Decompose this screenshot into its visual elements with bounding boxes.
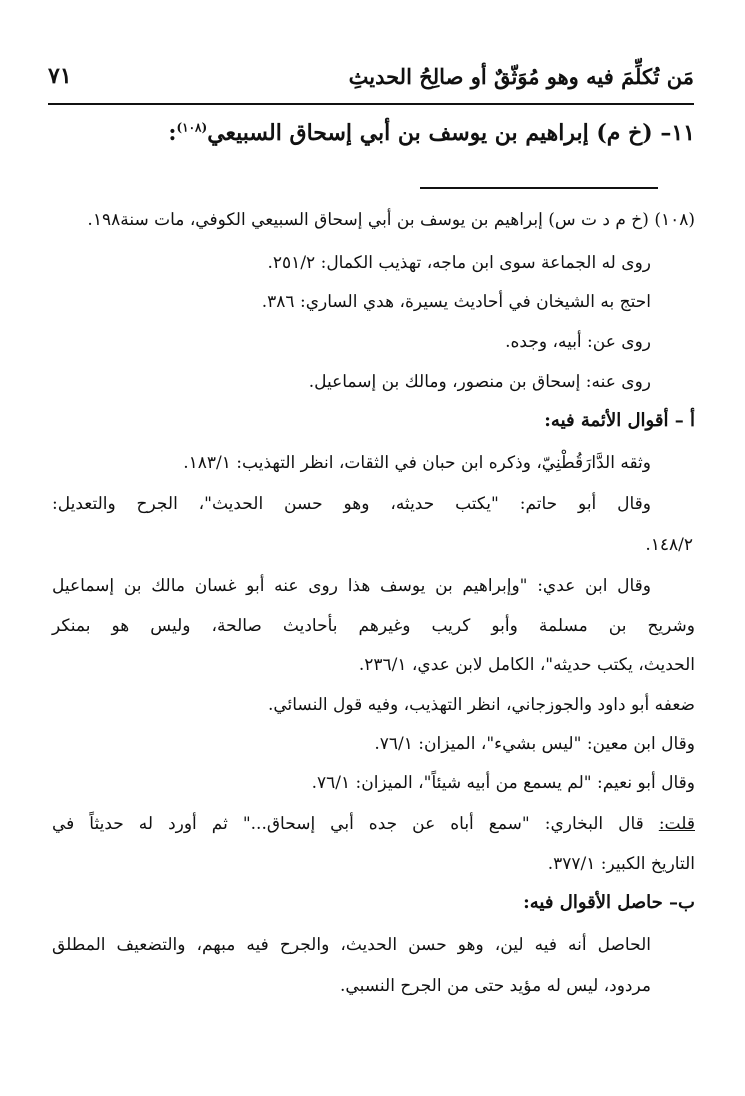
- entry-number: ١١– (خ م): [596, 120, 695, 146]
- footnote-line: الحديث، يكتب حديثه"، الكامل لابن عدي، ٢٣٦/١.: [358, 655, 695, 675]
- footnote-divider: [420, 187, 658, 189]
- footnote-line: ضعفه أبو داود والجوزجاني، انظر التهذيب، وفيه قول النسائي.: [267, 695, 695, 715]
- footnote-line: روى عن: أبيه، وجده.: [505, 332, 651, 352]
- footnote-line: روى عنه: إسحاق بن منصور، ومالك بن إسماعيل.: [308, 372, 651, 392]
- entry-heading: [168, 120, 695, 146]
- footnote-line: (١٠٨) (خ م د ت س) إبراهيم بن يوسف بن أبي إسحاق السبيعي الكوفي، مات سنة١٩٨.: [87, 210, 695, 230]
- footnote-line: ١٤٨/٢.: [645, 535, 693, 555]
- footnote-line: وثقه الدَّارَقُطْنِيّ، وذكره ابن حبان في الثقات، انظر التهذيب: ١٨٣/١.: [183, 453, 651, 473]
- heading-colon: :: [168, 120, 177, 146]
- footnote-line: وقال ابن معين: "ليس بشيء"، الميزان: ٧٦/١.: [374, 734, 695, 754]
- footnote-line: الحاصل أنه فيه لين، وهو حسن الحديث، والجرح فيه مبهم، والتضعيف المطلق: [52, 935, 651, 955]
- footnote-line: روى له الجماعة سوى ابن ماجه، تهذيب الكمال: ٢٥١/٢.: [267, 253, 651, 273]
- footnote-line: وقال أبو نعيم: "لم يسمع من أبيه شيئاً"، الميزان: ٧٦/١.: [311, 773, 695, 793]
- page-number: ٧١: [48, 63, 72, 89]
- footnote-reference: (١٠٨): [176, 120, 208, 135]
- footnote-line: التاريخ الكبير: ٣٧٧/١.: [547, 854, 695, 874]
- header-divider: [48, 103, 694, 105]
- running-title: مَن تُكلِّمَ فيه وهو مُوَثّقٌ أو صالِحُ الحديثِ: [348, 63, 694, 89]
- section-heading-b: ب– حاصل الأقوال فيه:: [523, 892, 695, 913]
- author-note-text: قال البخاري: "سمع أباه عن جده أبي إسحاق..." ثم أورد له حديثاً في: [52, 814, 659, 834]
- footnote-line: وشريح بن مسلمة وأبو كريب وغيرهم بأحاديث صالحة، وليس هو بمنكر: [52, 616, 695, 636]
- footnote-line: وقال أبو حاتم: "يكتب حديثه، وهو حسن الحديث"، الجرح والتعديل:: [52, 494, 651, 514]
- footnote-line: مردود، ليس له مؤيد حتى من الجرح النسبي.: [340, 976, 651, 996]
- footnote-line: احتج به الشيخان في أحاديث يسيرة، هدي الساري: ٣٨٦.: [261, 292, 651, 312]
- author-note-label: قلت:: [658, 814, 695, 834]
- footnote-line: وقال ابن عدي: "وإبراهيم بن يوسف هذا روى عنه أبو غسان مالك بن إسماعيل: [52, 576, 651, 596]
- footnote-line: [52, 814, 695, 834]
- narrator-name: إبراهيم بن يوسف بن أبي إسحاق السبيعي: [207, 120, 589, 146]
- page-header: [48, 56, 694, 96]
- section-heading-a: أ – أقوال الأئمة فيه:: [544, 410, 695, 431]
